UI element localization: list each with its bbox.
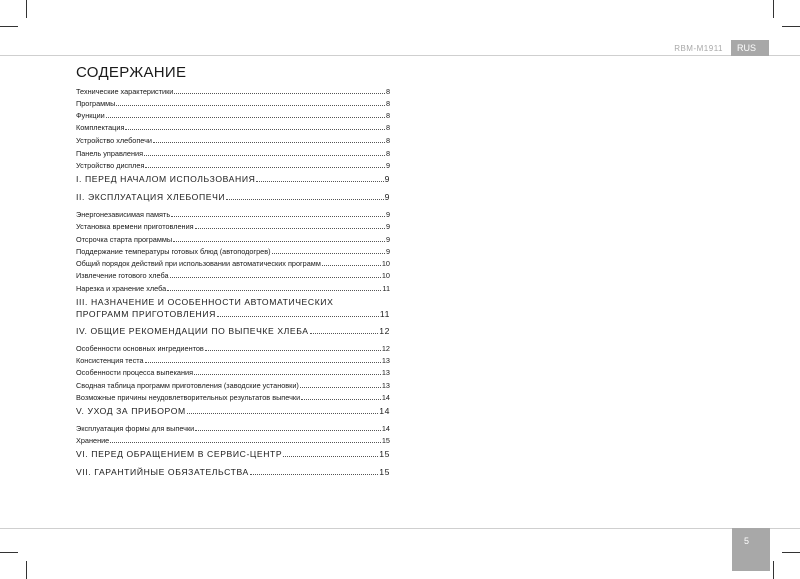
toc-entry-page: 8 <box>385 123 390 132</box>
crop-mark-bottom-right-h <box>782 552 800 553</box>
toc-entry-page: 8 <box>385 111 390 120</box>
toc-entry-label: ПРОГРАММ ПРИГОТОВЛЕНИЯ <box>76 309 216 319</box>
dot-leader <box>226 191 383 200</box>
toc-entry-label: Извлечение готового хлеба <box>76 271 169 280</box>
toc-entry-label: Возможные причины неудовлетворительных результатов выпечки <box>76 393 301 402</box>
crop-mark-bottom-right-v <box>773 561 774 579</box>
toc-entry-label: Устройство дисплея <box>76 161 145 170</box>
toc-entry[interactable] <box>76 380 390 391</box>
toc-entry-page: 15 <box>379 467 390 477</box>
page-number: 5 <box>732 528 770 571</box>
toc-entry-page: 10 <box>381 259 390 268</box>
toc-entry-page: 14 <box>379 406 390 416</box>
crop-mark-bottom-left-v <box>26 561 27 579</box>
dot-leader <box>322 258 381 266</box>
dot-leader <box>110 435 381 443</box>
dot-leader <box>153 135 385 143</box>
dot-leader <box>195 221 385 229</box>
dot-leader <box>170 270 381 278</box>
toc-section[interactable] <box>76 466 390 478</box>
toc-entry-page: 8 <box>385 149 390 158</box>
toc-entry-label: Поддержание температуры готовых блюд (автоподогрев) <box>76 247 271 256</box>
dot-leader <box>283 448 378 457</box>
toc-entry[interactable] <box>76 160 390 171</box>
toc-entry-page: 13 <box>381 381 390 390</box>
dot-leader <box>174 86 385 94</box>
dot-leader <box>106 110 385 118</box>
toc-entry-label: IV. ОБЩИЕ РЕКОМЕНДАЦИИ ПО ВЫПЕЧКЕ ХЛЕБА <box>76 326 309 336</box>
header-rule <box>0 55 800 56</box>
toc-entry[interactable] <box>76 258 390 269</box>
dot-leader <box>205 343 381 351</box>
toc-section[interactable] <box>76 405 390 417</box>
toc-entry-page: 9 <box>385 210 390 219</box>
crop-mark-top-right-h <box>782 26 800 27</box>
toc-section-heading-line[interactable]: III. НАЗНАЧЕНИЕ И ОСОБЕННОСТИ АВТОМАТИЧЕСКИХ <box>76 297 334 307</box>
dot-leader <box>194 367 381 375</box>
toc-entry-label: Сводная таблица программ приготовления (заводские установки) <box>76 381 299 390</box>
dot-leader <box>272 246 385 254</box>
toc-entry-label: Комплектация <box>76 123 125 132</box>
toc-entry-page: 12 <box>381 344 390 353</box>
toc-entry[interactable] <box>76 148 390 159</box>
dot-leader <box>125 122 385 130</box>
toc-entry[interactable] <box>76 270 390 281</box>
toc-entry[interactable] <box>76 122 390 133</box>
toc-entry-label: VI. ПЕРЕД ОБРАЩЕНИЕМ В СЕРВИС-ЦЕНТР <box>76 449 283 459</box>
toc-entry-page: 8 <box>385 99 390 108</box>
toc-entry[interactable] <box>76 355 390 366</box>
dot-leader <box>256 173 383 182</box>
toc-entry-page: 9 <box>384 192 390 202</box>
dot-leader <box>116 98 385 106</box>
dot-leader <box>145 355 381 363</box>
toc-entry-page: 9 <box>385 161 390 170</box>
toc-entry-label: Энергонезависимая память <box>76 210 171 219</box>
crop-mark-top-left-h <box>0 26 18 27</box>
toc-entry[interactable] <box>76 392 390 403</box>
dot-leader <box>301 392 381 400</box>
dot-leader <box>167 283 381 291</box>
toc-entry[interactable] <box>76 283 390 294</box>
toc-entry[interactable] <box>76 234 390 245</box>
toc-entry[interactable] <box>76 221 390 232</box>
toc-entry-page: 11 <box>379 309 390 319</box>
language-badge: RUS <box>731 40 769 56</box>
toc-section[interactable] <box>76 308 390 320</box>
dot-leader <box>171 209 385 217</box>
dot-leader <box>310 325 379 334</box>
toc-entry-label: V. УХОД ЗА ПРИБОРОМ <box>76 406 186 416</box>
toc-entry-page: 13 <box>381 368 390 377</box>
toc-section[interactable] <box>76 448 390 460</box>
dot-leader <box>187 405 378 414</box>
toc-entry-label: Установка времени приготовления <box>76 222 194 231</box>
toc-entry-label: Устройство хлебопечи <box>76 136 152 145</box>
toc-entry-label: Функции <box>76 111 105 120</box>
toc-entry-label: VII. ГАРАНТИЙНЫЕ ОБЯЗАТЕЛЬСТВА <box>76 467 249 477</box>
toc-entry-page: 13 <box>381 356 390 365</box>
toc-entry[interactable] <box>76 209 390 220</box>
dot-leader <box>173 234 385 242</box>
toc-section[interactable] <box>76 325 390 337</box>
toc-entry[interactable] <box>76 246 390 257</box>
toc-entry-label: Общий порядок действий при использовании автоматических программ <box>76 259 321 268</box>
toc-entry-label: Нарезка и хранение хлеба <box>76 284 167 293</box>
toc-entry[interactable] <box>76 343 390 354</box>
dot-leader <box>300 380 381 388</box>
toc-entry[interactable] <box>76 367 390 378</box>
toc-entry-page: 9 <box>385 235 390 244</box>
toc-entry-label: Эксплуатация формы для выпечки <box>76 424 195 433</box>
toc-section[interactable] <box>76 173 390 185</box>
toc-entry-label: Особенности процесса выпекания <box>76 368 194 377</box>
dot-leader <box>195 423 381 431</box>
toc-entry[interactable] <box>76 98 390 109</box>
toc-entry-page: 11 <box>382 284 390 293</box>
toc-entry[interactable] <box>76 110 390 121</box>
toc-entry[interactable] <box>76 423 390 434</box>
dot-leader <box>250 466 378 475</box>
toc-entry-label: Отсрочка старта программы <box>76 235 173 244</box>
toc-entry-page: 8 <box>385 87 390 96</box>
toc-entry-label: Особенности основных ингредиентов <box>76 344 204 353</box>
toc-entry-page: 12 <box>379 326 390 336</box>
toc-entry-label: Хранение <box>76 436 110 445</box>
toc-entry-page: 9 <box>385 222 390 231</box>
toc-entry-page: 14 <box>381 393 390 402</box>
model-label: RBM-M1911 <box>674 44 723 53</box>
toc-entry-page: 15 <box>379 449 390 459</box>
toc-entry[interactable] <box>76 86 390 97</box>
toc-entry-page: 8 <box>385 136 390 145</box>
toc-entry[interactable] <box>76 435 390 446</box>
toc-entry-label: Программы <box>76 99 116 108</box>
dot-leader <box>145 160 385 168</box>
toc-entry-label: Технические характеристики <box>76 87 174 96</box>
toc-entry-page: 9 <box>384 174 390 184</box>
crop-mark-top-left-v <box>26 0 27 18</box>
dot-leader <box>217 308 379 317</box>
toc-entry-page: 9 <box>385 247 390 256</box>
dot-leader <box>144 148 385 156</box>
crop-mark-top-right-v <box>773 0 774 18</box>
toc-entry-label: II. ЭКСПЛУАТАЦИЯ ХЛЕБОПЕЧИ <box>76 192 226 202</box>
toc-entry[interactable] <box>76 135 390 146</box>
toc-entry-page: 15 <box>381 436 390 445</box>
toc-entry-label: I. ПЕРЕД НАЧАЛОМ ИСПОЛЬЗОВАНИЯ <box>76 174 256 184</box>
toc-entry-label: Панель управления <box>76 149 144 158</box>
crop-mark-bottom-left-h <box>0 552 18 553</box>
toc-section[interactable] <box>76 191 390 203</box>
toc-title: СОДЕРЖАНИЕ <box>76 64 187 81</box>
toc-entry-page: 10 <box>381 271 390 280</box>
footer-rule <box>0 528 800 529</box>
toc-entry-page: 14 <box>381 424 390 433</box>
toc-entry-label: Консистенция теста <box>76 356 144 365</box>
